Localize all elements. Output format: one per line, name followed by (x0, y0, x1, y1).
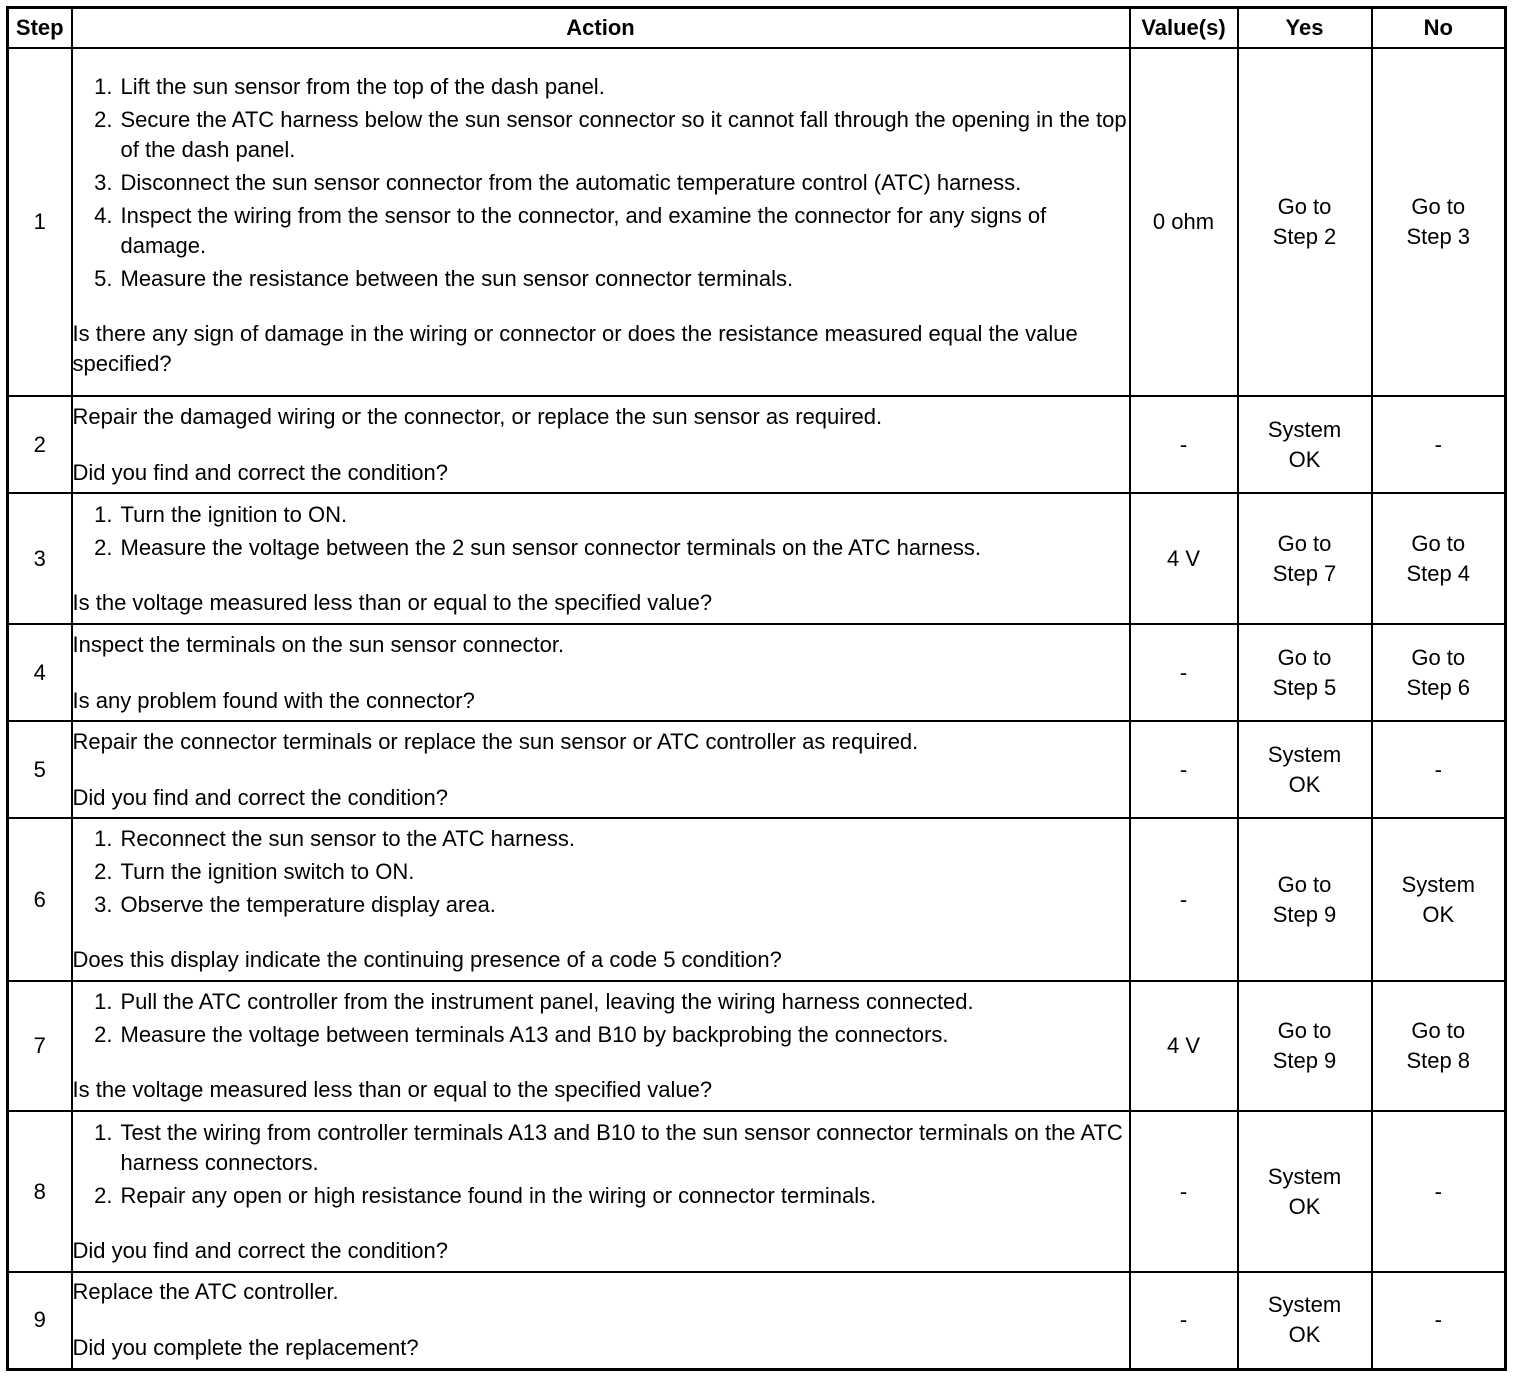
question-text: Did you find and correct the condition? (72, 1237, 448, 1263)
yes-line: System (1267, 741, 1342, 767)
yes-cell (1238, 981, 1372, 1111)
table-row (8, 493, 1506, 624)
yes-cell (1238, 48, 1372, 396)
action-steps (73, 824, 1129, 920)
value-cell: - (1130, 721, 1238, 818)
yes-line: OK (1288, 1193, 1321, 1219)
value-cell: - (1130, 818, 1238, 981)
step-number: 7 (8, 981, 72, 1111)
value-cell: - (1130, 396, 1238, 493)
yes-cell (1238, 493, 1372, 624)
action-steps (73, 72, 1129, 294)
question-text: Did you complete the replacement? (72, 1335, 419, 1361)
value-cell: 0 ohm (1130, 48, 1238, 396)
list-item: 2. Measure the voltage between terminals A13 and B10 by backprobing the connectors. (73, 1020, 1129, 1050)
action-cell (72, 1272, 1130, 1369)
step-text: Measure the resistance between the sun sensor connector terminals. (120, 266, 794, 291)
step-text: Observe the temperature display area. (120, 892, 496, 917)
intro-text: Replace the ATC controller. (72, 1279, 339, 1305)
yes-line: Go to (1277, 644, 1332, 670)
no-cell (1372, 818, 1506, 981)
intro-text: Inspect the terminals on the sun sensor connector. (72, 631, 565, 657)
step-number: 1 (8, 48, 72, 396)
step-text: Pull the ATC controller from the instrument panel, leaving the wiring harness connected. (120, 989, 974, 1014)
action-cell (72, 493, 1130, 624)
action-cell (72, 721, 1130, 818)
yes-line: System (1267, 416, 1342, 442)
no-cell: - (1372, 396, 1506, 493)
question-text: Is the voltage measured less than or equal to the specified value? (72, 1077, 713, 1102)
no-line: Step 3 (1406, 224, 1471, 249)
no-cell (1372, 493, 1506, 624)
value-cell: 4 V (1130, 493, 1238, 624)
action-cell (72, 1111, 1130, 1272)
action-steps (73, 1118, 1129, 1211)
no-cell (1372, 48, 1506, 396)
no-line: Go to (1411, 530, 1466, 556)
yes-cell (1238, 1111, 1372, 1272)
table-row (8, 48, 1506, 396)
list-item: 1. Reconnect the sun sensor to the ATC harness. (73, 824, 1129, 854)
yes-cell (1238, 818, 1372, 981)
yes-line: Go to (1277, 194, 1332, 219)
step-number: 3 (8, 493, 72, 624)
step-text: Measure the voltage between the 2 sun sensor connector terminals on the ATC harness. (120, 534, 982, 560)
intro-text: Repair the damaged wiring or the connector, or replace the sun sensor as required. (72, 403, 883, 429)
yes-line: OK (1288, 1322, 1321, 1348)
step-text: Measure the voltage between terminals A13 and B10 by backprobing the connectors. (120, 1022, 949, 1047)
action-cell (72, 624, 1130, 721)
step-text: Disconnect the sun sensor connector from the automatic temperature control (ATC) harness. (120, 170, 1022, 195)
no-line: Go to (1411, 194, 1466, 219)
list-item: 4. Inspect the wiring from the sensor to the connector, and examine the connector for any signs of damage. (73, 201, 1129, 261)
no-line: System (1401, 871, 1475, 897)
list-item: 1. Pull the ATC controller from the instrument panel, leaving the wiring harness connected. (73, 987, 1129, 1017)
action-cell (72, 396, 1130, 493)
yes-line: OK (1288, 446, 1321, 472)
diagnostic-table (6, 6, 1507, 1371)
step-number: 5 (8, 721, 72, 818)
header-yes: Yes (1238, 8, 1372, 49)
no-line: Step 8 (1406, 1048, 1471, 1073)
list-item: 2. Measure the voltage between the 2 sun sensor connector terminals on the ATC harness. (73, 533, 1129, 563)
list-item: 5. Measure the resistance between the sun sensor connector terminals. (73, 264, 1129, 294)
yes-line: Step 9 (1272, 901, 1337, 927)
step-number: 6 (8, 818, 72, 981)
list-item: 3. Observe the temperature display area. (73, 890, 1129, 920)
step-number: 2 (8, 396, 72, 493)
yes-line: OK (1288, 771, 1321, 797)
yes-line: System (1267, 1163, 1342, 1189)
diagnostic-page (6, 6, 1507, 1371)
no-cell (1372, 624, 1506, 721)
yes-line: Go to (1277, 1018, 1332, 1043)
list-item: 1. Test the wiring from controller terminals A13 and B10 to the sun sensor connector terminals on the ATC harness connectors. (73, 1118, 1129, 1178)
yes-line: Step 2 (1272, 224, 1337, 249)
no-cell (1372, 981, 1506, 1111)
question-text: Did you find and correct the condition? (72, 784, 448, 810)
step-text: Reconnect the sun sensor to the ATC harness. (120, 826, 576, 851)
list-item: 2. Turn the ignition switch to ON. (73, 857, 1129, 887)
no-cell: - (1372, 1111, 1506, 1272)
header-step: Step (8, 8, 72, 49)
header-action: Action (72, 8, 1130, 49)
yes-line: Step 9 (1272, 1048, 1337, 1073)
yes-line: Go to (1277, 530, 1332, 556)
value-cell: 4 V (1130, 981, 1238, 1111)
step-text: Repair any open or high resistance found in the wiring or connector terminals. (120, 1182, 877, 1208)
no-line: Step 4 (1406, 560, 1471, 586)
list-item: 1. Lift the sun sensor from the top of the dash panel. (73, 72, 1129, 102)
no-cell: - (1372, 1272, 1506, 1369)
header-row (8, 8, 1506, 49)
question-text: Did you find and correct the condition? (72, 459, 448, 485)
question-text: Is the voltage measured less than or equal to the specified value? (72, 589, 713, 615)
step-number: 9 (8, 1272, 72, 1369)
question-text: Does this display indicate the continuing presence of a code 5 condition? (72, 947, 782, 972)
step-text: Inspect the wiring from the sensor to the connector, and examine the connector for any signs of damage. (120, 203, 1047, 258)
table-row (8, 396, 1506, 493)
yes-line: Step 5 (1272, 674, 1337, 700)
table-row (8, 1111, 1506, 1272)
list-item: 3. Disconnect the sun sensor connector from the automatic temperature control (ATC) harness. (73, 168, 1129, 198)
list-item: 2. Repair any open or high resistance found in the wiring or connector terminals. (73, 1181, 1129, 1211)
header-values: Value(s) (1130, 8, 1238, 49)
action-steps (73, 987, 1129, 1050)
table-row (8, 818, 1506, 981)
step-number: 4 (8, 624, 72, 721)
action-steps (73, 500, 1129, 563)
value-cell: - (1130, 1111, 1238, 1272)
value-cell: - (1130, 1272, 1238, 1369)
action-cell (72, 981, 1130, 1111)
no-line: OK (1422, 901, 1455, 927)
value-cell: - (1130, 624, 1238, 721)
yes-cell (1238, 396, 1372, 493)
yes-line: Step 7 (1272, 560, 1337, 586)
table-row (8, 624, 1506, 721)
step-text: Turn the ignition to ON. (120, 501, 348, 527)
header-no: No (1372, 8, 1506, 49)
step-text: Test the wiring from controller terminals A13 and B10 to the sun sensor connector terminals on the ATC harness connectors. (120, 1119, 1123, 1175)
action-cell (72, 818, 1130, 981)
no-cell: - (1372, 721, 1506, 818)
action-cell (72, 48, 1130, 396)
yes-line: Go to (1277, 871, 1332, 897)
list-item: 2. Secure the ATC harness below the sun sensor connector so it cannot fall through the opening in the top of the dash panel. (73, 105, 1129, 165)
yes-cell (1238, 624, 1372, 721)
no-line: Go to (1411, 1018, 1466, 1043)
step-text: Secure the ATC harness below the sun sensor connector so it cannot fall through the opening in the top of the dash panel. (120, 107, 1127, 162)
table-row (8, 1272, 1506, 1369)
yes-cell (1238, 721, 1372, 818)
table-row (8, 721, 1506, 818)
question-text: Is any problem found with the connector? (72, 687, 475, 713)
yes-cell (1238, 1272, 1372, 1369)
step-text: Lift the sun sensor from the top of the dash panel. (120, 74, 605, 99)
question-text: Is there any sign of damage in the wiring or connector or does the resistance measured equal the value specified? (72, 321, 1078, 376)
step-number: 8 (8, 1111, 72, 1272)
list-item: 1. Turn the ignition to ON. (73, 500, 1129, 530)
no-line: Step 6 (1406, 674, 1471, 700)
intro-text: Repair the connector terminals or replace the sun sensor or ATC controller as required. (72, 728, 919, 754)
step-text: Turn the ignition switch to ON. (120, 859, 415, 884)
table-row (8, 981, 1506, 1111)
yes-line: System (1267, 1292, 1342, 1318)
no-line: Go to (1411, 644, 1466, 670)
